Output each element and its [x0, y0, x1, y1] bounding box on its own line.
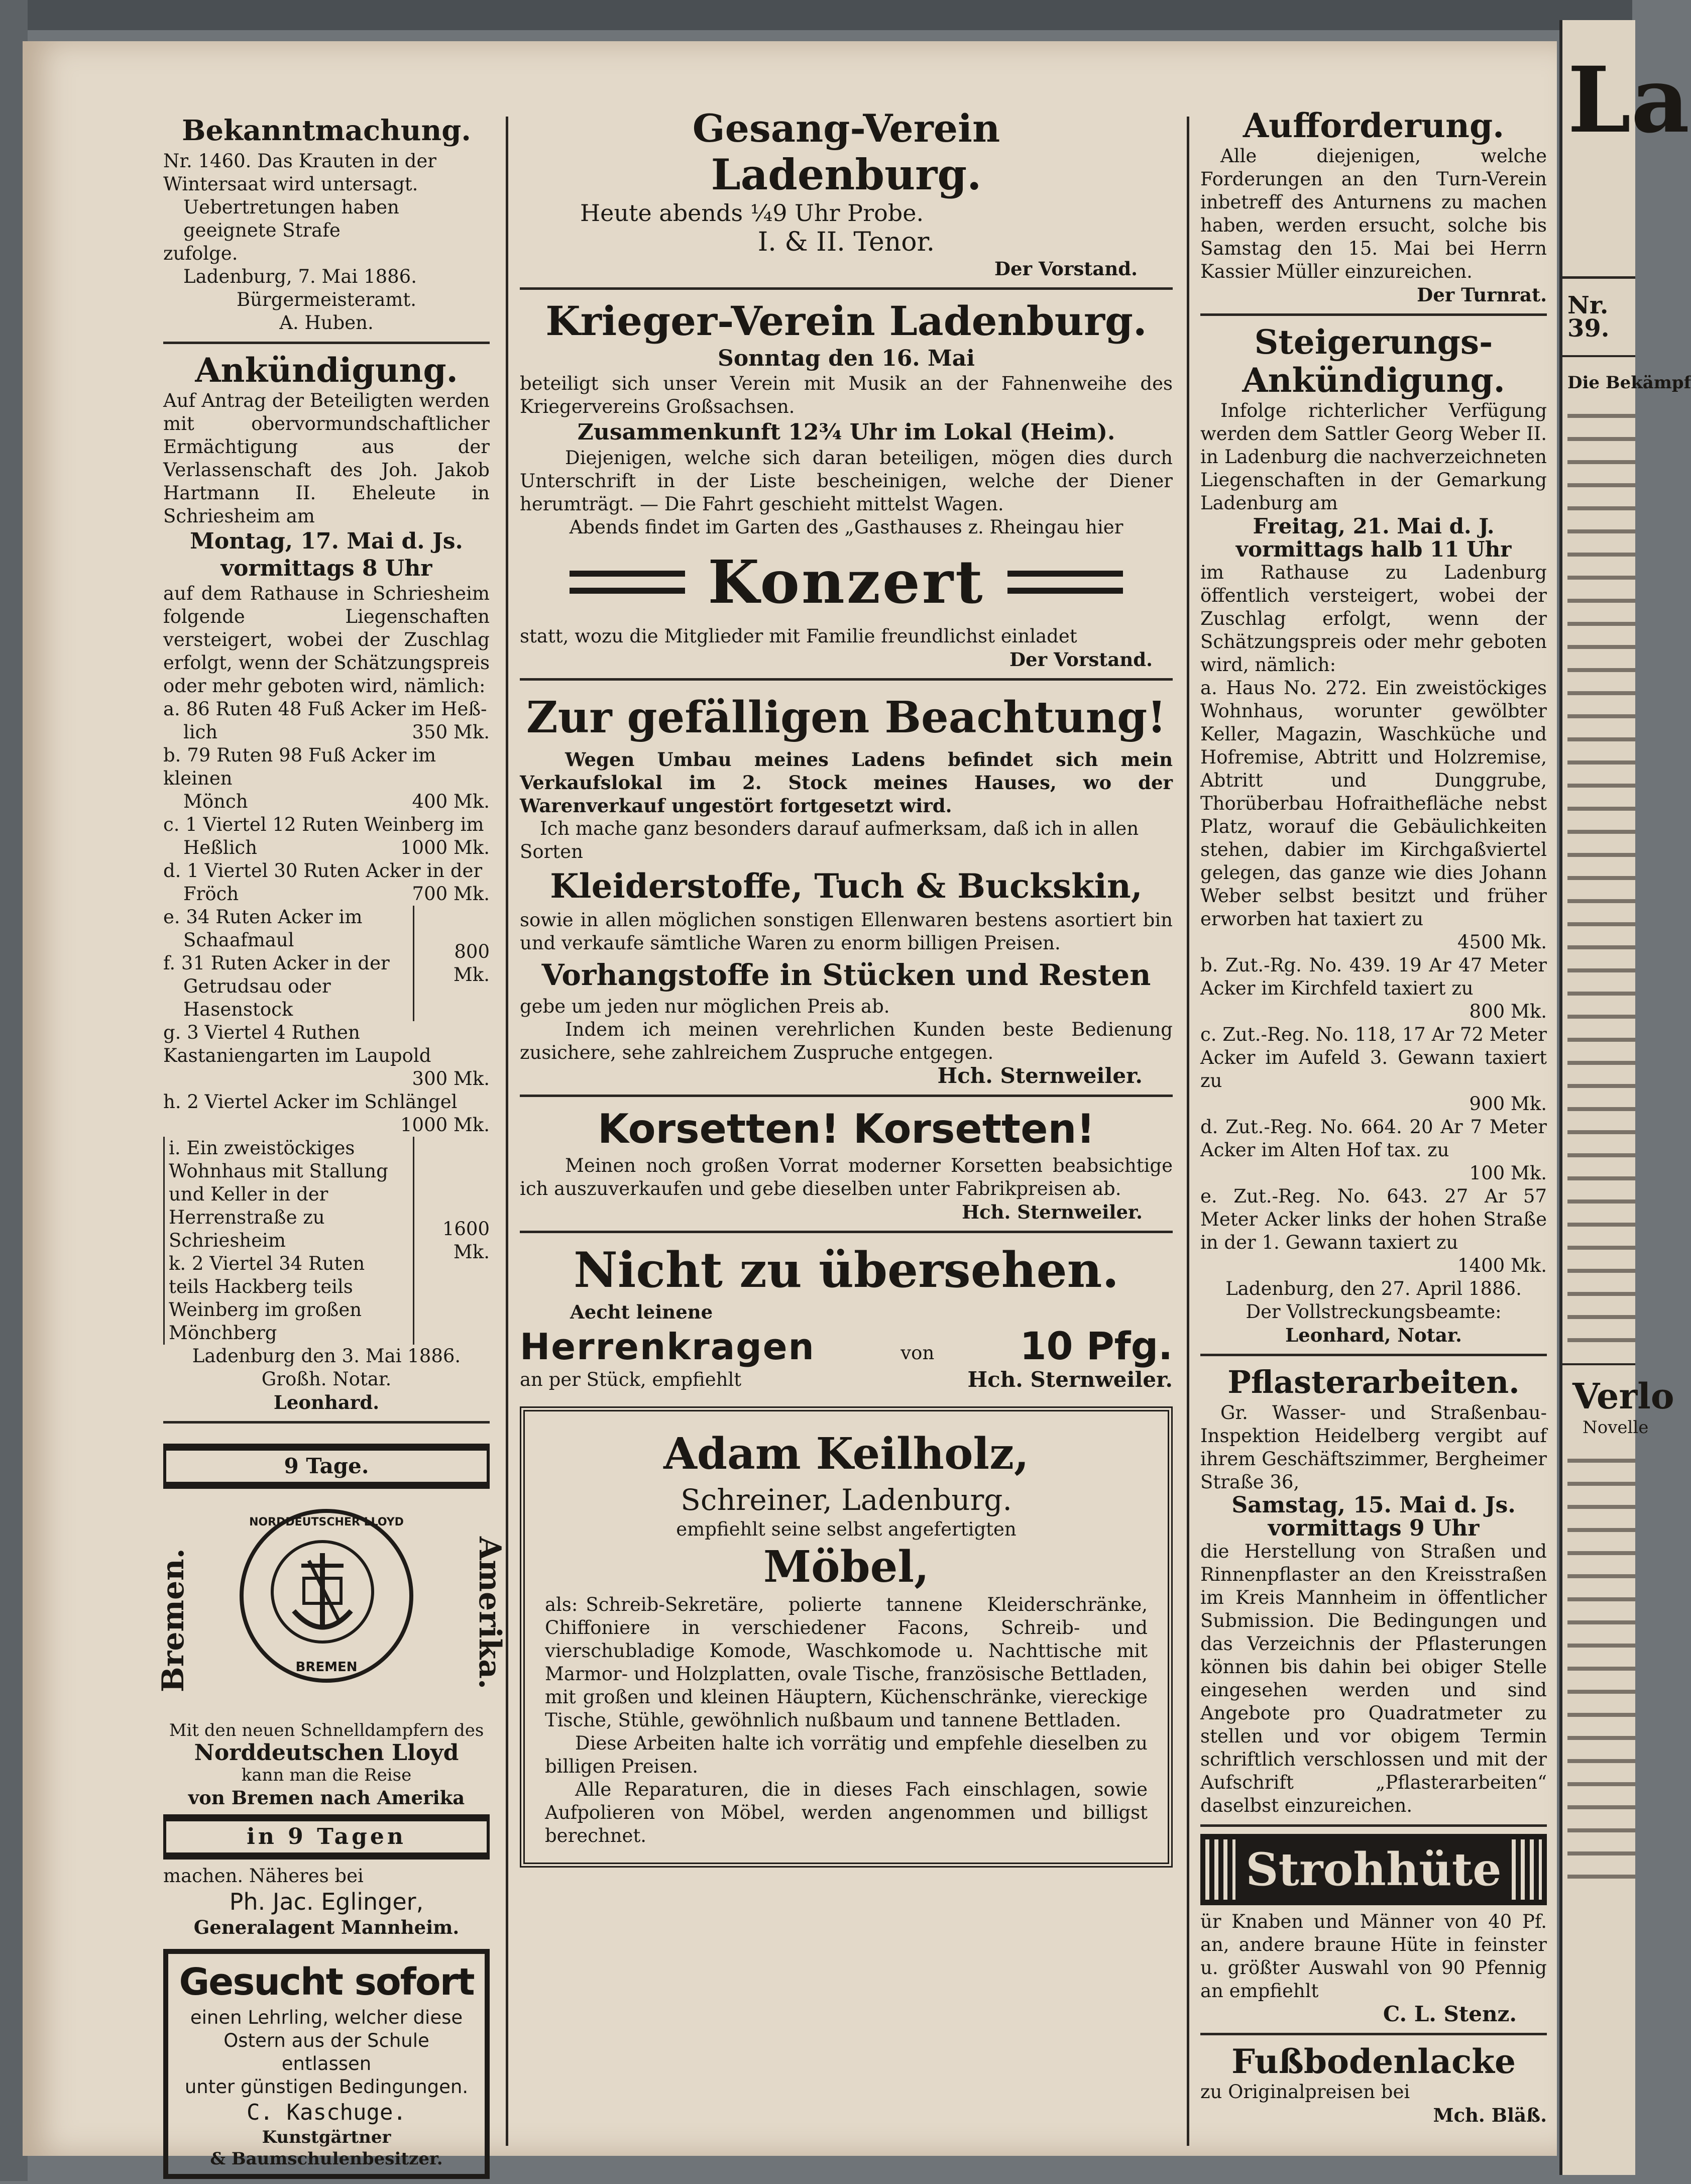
lot-line: i. Ein zweistöckiges Wohnhaus mit Stallung und Keller in der Herrenstraße zu Schriesheim: [169, 1137, 388, 1251]
paragraph: Ich mache ganz besonders darauf aufmerksam, daß ich in allen Sorten: [520, 818, 1139, 862]
paragraph: auf dem Rathause in Schriesheim folgende Liegenschaften versteigert, wobei der Zuschlag erfolgt, wenn der Schätzungspreis oder mehr geboten wird, nämlich:: [163, 583, 490, 697]
text-line: zu Originalpreisen bei: [1200, 2081, 1410, 2103]
gesucht-title: Gesucht sofort: [179, 1960, 474, 2004]
steigerung-title: Steigerungs-: [1254, 322, 1493, 362]
text-line: Ladenburg den 3. Mai 1886.: [192, 1345, 461, 1367]
text-line: I. & II. Tenor.: [757, 227, 935, 257]
divider: [163, 1421, 490, 1424]
signature: A. Huben.: [279, 312, 374, 334]
text-line: Ladenburg, 7. Mai 1886.: [183, 266, 417, 287]
divider: [1562, 355, 1635, 357]
steigerung-subtitle: Ankündigung.: [1242, 361, 1505, 400]
paragraph: Alle diejenigen, welche Forderungen an den Turn-Verein inbetreff des Anturnens zu machen haben, werden ersucht, solche bis Samstag den 15. Mai bei Herrn Kassier Müller einzureichen.: [1200, 145, 1547, 282]
divider: [520, 1231, 1173, 1233]
paragraph: Wegen Umbau meines Ladens befindet sich mein Verkaufslokal im 2. Stock meines Hauses, wo der Warenverkauf ungestört fortgesetzt wird.: [520, 748, 1173, 817]
strohhuete-banner: [1200, 1834, 1547, 1905]
auction-date: Montag, 17. Mai d. Js.: [190, 528, 463, 554]
product-headline: Vorhangstoffe in Stücken und Resten: [541, 958, 1151, 992]
lot-line: k. 2 Viertel 34 Ruten teils Hackberg teils Weinberg im großen Mönchberg: [169, 1253, 365, 1344]
fussbodenlacke-advert: [1200, 2042, 1547, 2127]
divider: [1200, 1824, 1547, 1827]
signature: Hch. Sternweiler.: [962, 1201, 1143, 1223]
divider: [1200, 1354, 1547, 1356]
divider: [520, 287, 1173, 290]
paragraph: Diese Arbeiten halte ich vorrätig und empfehle dieselben zu billigen Preisen.: [545, 1732, 1148, 1777]
divider: [1562, 276, 1635, 279]
text-line: Der Vollstreckungsbeamte:: [1246, 1301, 1502, 1323]
text-line: von Bremen nach Amerika: [188, 1787, 465, 1809]
ankuendigung-notice: [163, 351, 490, 1414]
pflaster-notice: [1200, 1363, 1547, 1817]
lot-group-ik: [163, 1137, 490, 1345]
paragraph: beteiligt sich unser Verein mit Musik an der Fahnenweihe des Kriegervereins Großsachsen.: [520, 373, 1173, 417]
column-center: [520, 106, 1173, 1876]
decor-bar-right: [1007, 571, 1123, 594]
strohhuete-title: Strohhüte: [1246, 1843, 1502, 1896]
column-right: [1200, 106, 1547, 2127]
text-line: statt, wozu die Mitglieder mit Familie freundlichst einladet: [520, 625, 1077, 647]
collar-price-line: [520, 1324, 1173, 1368]
agent-name: Ph. Jac. Eglinger,: [229, 1888, 424, 1915]
issue-number: Nr. 39.: [1567, 291, 1610, 343]
gesang-subtitle: Ladenburg.: [711, 150, 982, 199]
lot-price: 1000 Mk.: [400, 1114, 490, 1136]
divider: [520, 678, 1173, 681]
text-line: als:: [545, 1594, 578, 1615]
seal-top-text: NORDDEUTSCHER LLOYD: [249, 1516, 404, 1528]
paragraph: im Rathause zu Ladenburg öffentlich versteigert, wobei der Zuschlag erfolgt, wenn der Schätzungspreis oder mehr geboten wird, nämlich:: [1200, 562, 1547, 676]
lloyd-side-bremen: Bremen.: [156, 1548, 191, 1692]
product-headline: Kleiderstoffe, Tuch & Buckskin,: [550, 866, 1143, 906]
lot-place: Fröch: [183, 883, 239, 905]
keilholz-advert: [520, 1406, 1173, 1868]
bekanntmachung-notice: [163, 112, 490, 335]
text-line: Uebertretungen haben geeignete Strafe: [183, 196, 399, 241]
lot-price: 4500 Mk.: [1457, 931, 1547, 953]
text-line: Großh. Notar.: [261, 1368, 392, 1390]
lot-line: a. 86 Ruten 48 Fuß Acker im Heß-: [163, 698, 487, 720]
lot-line: d. Zut.-Reg. No. 664. 20 Ar 7 Meter Acker im Alten Hof tax. zu: [1200, 1116, 1547, 1161]
lot-group-ef: [163, 906, 490, 1021]
gesucht-advert: [163, 1949, 490, 2179]
paragraph: Gr. Wasser- und Straßenbau-Inspektion Heidelberg vergibt auf ihrem Geschäftszimmer, Bergheimer Straße 36,: [1200, 1402, 1547, 1493]
feuilleton-heading: Verlo: [1572, 1375, 1674, 1417]
lot-line: b. Zut.-Rg. No. 439. 19 Ar 47 Meter Acker im Kirchfeld taxiert zu: [1200, 954, 1547, 999]
beachtung-title: Zur gefälligen Beachtung!: [526, 692, 1167, 743]
keilholz-trade: Schreiner, Ladenburg.: [681, 1483, 1012, 1517]
paragraph: Infolge richterlicher Verfügung werden dem Sattler Georg Weber II. in Ladenburg die nachverzeichneten Liegenschaften in der Gemarkung Ladenburg am: [1200, 400, 1547, 514]
paragraph: gebe um jeden nur möglichen Preis ab.: [520, 996, 890, 1017]
lot-price: 800 Mk.: [1469, 1001, 1547, 1022]
paragraph: Alle Reparaturen, die in dieses Fach einschlagen, sowie Aufpolieren von Möbel, werden angenommen und billigst berechnet.: [545, 1779, 1148, 1846]
anchor-key-icon: [244, 1513, 401, 1671]
gesang-title: Gesang-Verein: [692, 106, 1000, 151]
lot-line: c. 1 Viertel 12 Ruten Weinberg im: [163, 814, 484, 835]
fussbodenlacke-title: Fußbodenlacke: [1231, 2042, 1516, 2081]
lot-price: 100 Mk.: [1469, 1162, 1547, 1184]
lot-line: h. 2 Viertel Acker im Schlängel: [163, 1091, 458, 1113]
text-line: Mit den neuen Schnelldampfern des: [169, 1720, 484, 1740]
decor-block-right: [1512, 1839, 1542, 1900]
text-line: [520, 1368, 1173, 1391]
paragraph: Auf Antrag der Beteiligten werden mit obervormundschaftlicher Ermächtigung aus der Verlassenschaft des Joh. Jakob Hartmann II. Eheleute in Schriesheim am: [163, 390, 490, 527]
lloyd-side-amerika: Amerika.: [472, 1537, 507, 1689]
paragraph: Meinen noch großen Vorrat moderner Korsetten beabsichtige ich auszuverkaufen und gebe dieselben unter Fabrikpreisen ab.: [520, 1155, 1173, 1199]
signature: Hch. Sternweiler.: [937, 1063, 1143, 1088]
paragraph: sowie in allen möglichen sonstigen Ellenwaren bestens asortiert bin und verkaufe sämtliche Waren zu enorm billigen Preisen.: [520, 909, 1173, 954]
lloyd-nine-days-box: in 9 Tagen: [163, 1814, 490, 1860]
paragraph: Schreib-Sekretäre, polierte tannene Kleiderschränke, Chiffoniere in verschiedener Facons, Schreib- und vierschubladige Komode, Waschkomode u. Nachttische mit Marmor- und Holzplatten, ovale Tische, französische Bettladen, mit großen und kleinen Häuptern, Küchenschränke, viereckige Tische, Stühle, gewöhnlich nußbaum und tannene Bettladen.: [545, 1594, 1148, 1731]
lot-line: Schaafmaul: [183, 929, 294, 951]
konzert-word: Konzert: [708, 547, 985, 617]
text-line: Abends findet im Garten des „Gasthauses z. Rheingau hier: [569, 516, 1123, 538]
divider: [1200, 2033, 1547, 2035]
pflaster-title: Pflasterarbeiten.: [1227, 1364, 1520, 1400]
text-line: Ladenburg, den 27. April 1886.: [1225, 1278, 1522, 1299]
masthead-fragment: La: [1567, 47, 1690, 153]
text-line: Zusammenkunft 12¾ Uhr im Lokal (Heim).: [577, 419, 1115, 445]
lot-price: 900 Mk.: [1469, 1093, 1547, 1115]
moebel-title: Möbel,: [763, 1542, 930, 1592]
lot-place: lich: [183, 721, 218, 743]
lot-price: 700 Mk.: [412, 883, 490, 905]
lloyd-anchor-seal: [240, 1509, 413, 1683]
signature: Mch. Bläß.: [1433, 2104, 1547, 2126]
lot-price: 350 Mk.: [412, 721, 490, 743]
lot-line: [163, 883, 490, 906]
beachtung-advert: [520, 688, 1173, 1087]
signature: Der Vorstand.: [1009, 648, 1153, 671]
divider: [520, 1095, 1173, 1097]
aufforderung-title: Aufforderung.: [1243, 106, 1505, 145]
lot-place: Mönch: [183, 791, 248, 812]
lot-line: b. 79 Ruten 98 Fuß Acker im kleinen: [163, 744, 436, 789]
korsetten-title: Korsetten! Korsetten!: [598, 1106, 1095, 1152]
aufforderung-notice: [1200, 106, 1547, 306]
lot-place: Heßlich: [183, 837, 258, 858]
divider: [1200, 313, 1547, 316]
keilholz-name: Adam Keilholz,: [663, 1429, 1029, 1479]
paragraph: Indem ich meinen verehrlichen Kunden beste Bedienung zusichere, sehe zahlreichem Zuspruche entgegen.: [520, 1019, 1173, 1063]
text-line: Norddeutschen Lloyd: [194, 1740, 459, 1766]
text-line: Heute abends ¼9 Uhr Probe.: [580, 199, 924, 227]
herrenkragen-advert: [520, 1240, 1173, 1391]
text-line: Sonntag den 16. Mai: [718, 346, 975, 371]
krieger-title: Krieger-Verein Ladenburg.: [545, 297, 1147, 345]
text-lines-fragment: [1567, 1444, 1635, 1896]
auction-time: vormittags halb 11 Uhr: [1235, 537, 1512, 562]
lot-line: e. 34 Ruten Acker im: [163, 906, 363, 928]
lloyd-advert: [156, 1444, 507, 1939]
collar-word: Herrenkragen: [520, 1326, 815, 1368]
decor-bar-left: [570, 571, 685, 594]
lot-line: [163, 721, 490, 744]
text-line: Novelle: [1583, 1417, 1649, 1438]
strohhuete-advert: [1200, 1834, 1547, 2026]
lot-price: 1000 Mk.: [400, 837, 490, 858]
bekanntmachung-title: Bekanntmachung.: [182, 114, 471, 147]
lot-line: e. Zut.-Reg. No. 643. 27 Ar 57 Meter Acker links der hohen Straße in der 1. Gewann taxiert zu: [1200, 1185, 1547, 1253]
lot-price: 300 Mk.: [412, 1068, 490, 1089]
lot-line: a. Haus No. 272. Ein zweistöckiges Wohnhaus, worunter gewölbter Keller, Magazin, Waschküche und Hofremise, Abtritt und Holzremise, Abtritt und Dunggrube, Thorüberbau Hofraithefläche nebst Platz, worauf die Gebäulichkeiten stehen, dabier im Kirchgaßviertel gelegen, das ganze wie dies Johann Weber selbst besitzt und früher erworben hat taxiert zu: [1200, 677, 1547, 930]
paragraph: ür Knaben und Männer von 40 Pf. an, andere braune Hüte in feinster u. größter Auswahl von 90 Pfennig an empfiehlt: [1200, 1911, 1547, 2002]
text-line: Nr. 1460. Das Krauten in der: [163, 150, 436, 172]
lot-price: 1600 Mk.: [442, 1218, 490, 1263]
lot-line: g. 3 Viertel 4 Ruthen Kastaniengarten im Laupold: [163, 1022, 431, 1066]
lot-price: 800 Mk.: [453, 941, 490, 986]
nicht-title: Nicht zu übersehen.: [574, 1242, 1119, 1298]
lot-line: c. Zut.-Reg. No. 118, 17 Ar 72 Meter Acker im Aufeld 3. Gewann taxiert zu: [1200, 1024, 1547, 1091]
text-line: & Baumschulenbesitzer.: [210, 2149, 443, 2169]
lot-line: Getrudsau oder Hasenstock: [183, 975, 331, 1020]
lot-price: 1400 Mk.: [1457, 1255, 1547, 1276]
text-line: einen Lehrling, welcher diese: [190, 2007, 463, 2028]
text-line: machen. Näheres bei: [163, 1865, 364, 1887]
text-line: Ostern aus der Schule entlassen: [223, 2030, 429, 2074]
collar-price: 10 Pfg.: [1020, 1324, 1173, 1368]
lloyd-emblem-area: [156, 1509, 507, 1720]
seal-bottom-text: BREMEN: [295, 1660, 358, 1675]
text-line: kann man die Reise: [241, 1765, 412, 1785]
lot-line: [163, 836, 490, 859]
text-line: an per Stück, empfiehlt: [520, 1369, 742, 1390]
signature: C. L. Stenz.: [1383, 2002, 1517, 2026]
korsetten-advert: [520, 1104, 1173, 1224]
decor-block-left: [1205, 1839, 1235, 1900]
text-lines-fragment: [1567, 399, 1635, 1353]
advertiser-name: C. Kaschuge.: [247, 2100, 406, 2125]
column-rule-2: [1187, 117, 1189, 2146]
text-line: Aecht leinene: [570, 1301, 713, 1323]
newspaper-page: [23, 41, 1557, 2169]
signature: Leonhard.: [273, 1391, 380, 1413]
text-line: Kunstgärtner: [262, 2127, 391, 2147]
lloyd-days-box: 9 Tage.: [163, 1444, 490, 1489]
text-line: von: [900, 1342, 935, 1364]
lot-line: f. 31 Ruten Acker in der: [163, 952, 390, 974]
lot-line: d. 1 Viertel 30 Ruten Acker in der: [163, 860, 483, 882]
text-line: Bürgermeisteramt.: [236, 289, 416, 310]
lot-line: [163, 790, 490, 813]
text-line: empfiehlt seine selbst angefertigten: [676, 1518, 1017, 1540]
adjacent-page: [1559, 20, 1691, 2175]
gesang-verein-advert: [520, 106, 1173, 280]
konzert-banner: [520, 547, 1173, 617]
auction-time: vormittags 9 Uhr: [1268, 1515, 1480, 1541]
signature: Leonhard, Notar.: [1285, 1324, 1462, 1346]
signature: Der Turnrat.: [1417, 284, 1547, 306]
ankuendigung-title: Ankündigung.: [195, 351, 458, 390]
text-line: zufolge.: [163, 243, 238, 264]
column-rule-1: [506, 117, 508, 2146]
text-line: Wintersaat wird untersagt.: [163, 173, 418, 195]
divider: [1562, 1363, 1635, 1365]
text-line: Generalagent Mannheim.: [193, 1916, 460, 1938]
column-left: [156, 112, 507, 2184]
divider: [163, 342, 490, 344]
paragraph: Diejenigen, welche sich daran beteiligen, mögen dies durch Unterschrift in der Liste bescheinigen, welche der Diener herumträgt. — Die Fahrt geschieht mittelst Wagen.: [520, 447, 1173, 515]
auction-date: Samstag, 15. Mai d. Js.: [1231, 1492, 1516, 1518]
krieger-verein-advert: [520, 297, 1173, 671]
article-heading: Die Bekämpf: [1567, 373, 1691, 393]
paragraph: die Herstellung von Straßen und Rinnenpflaster an den Kreisstraßen im Kreis Mannheim in öffentlicher Submission. Die Bedingungen und das Verzeichnis der Pflasterungen können bis dahin bei obiger Stelle eingesehen werden und sind Angebote pro Quadratmeter zu stellen und vor obigem Termin schriftlich verschlossen und mit der Aufschrift „Pflasterarbeiten“ daselbst einzureichen.: [1200, 1541, 1547, 1816]
signature: Hch. Sternweiler.: [967, 1367, 1173, 1392]
signature: Der Vorstand.: [994, 258, 1138, 280]
scanner-top-edge: [0, 0, 1632, 30]
lot-price: 400 Mk.: [412, 791, 490, 812]
text-line: unter günstigen Bedingungen.: [184, 2076, 469, 2098]
auction-time: vormittags 8 Uhr: [220, 556, 432, 581]
furniture-list: [545, 1593, 1148, 1732]
steigerung-notice: [1200, 323, 1547, 1347]
auction-date: Freitag, 21. Mai d. J.: [1253, 514, 1495, 538]
